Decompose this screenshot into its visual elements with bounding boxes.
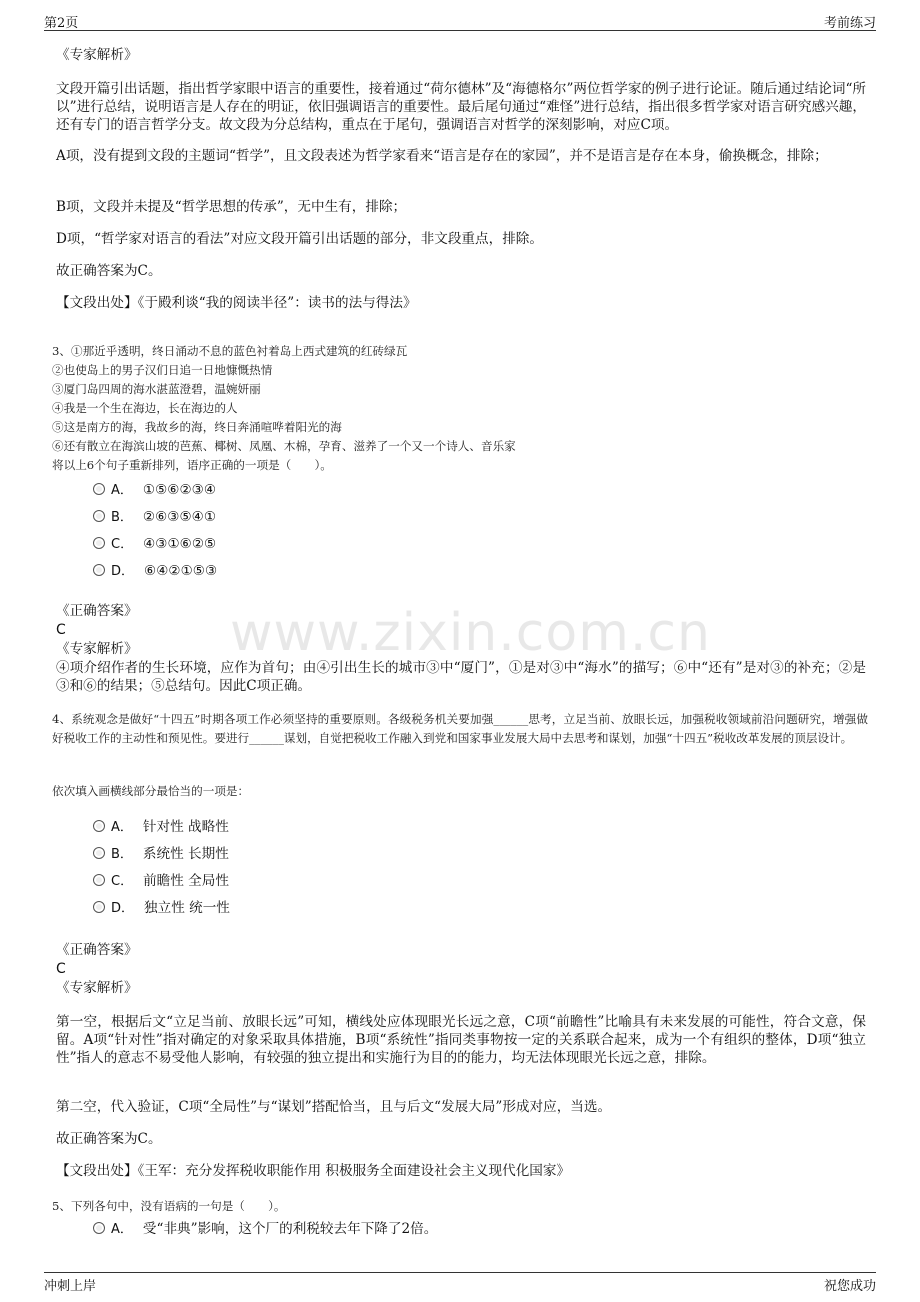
q3-option-c[interactable] xyxy=(93,535,216,554)
radio-icon[interactable] xyxy=(93,820,105,832)
footer-right: 祝您成功 xyxy=(823,1279,876,1294)
option-letter: A． xyxy=(111,1222,133,1237)
q4-option-d[interactable] xyxy=(93,899,230,918)
q5-option-a[interactable] xyxy=(93,1220,437,1239)
option-letter: B． xyxy=(111,847,133,862)
q2-analysis: 文段开篇引出话题，指出哲学家眼中语言的重要性，接着通过“荷尔德林”及“海德格尔”两位哲学家的例子进行论证。随后通过结论词“所以”进行总结，说明语言是人存在的明证，依旧强调语言的重要性。最后尾句通过“难怪”进行总结，指出很多哲学家对语言研究感兴趣，还有专门的语言哲学分支。故文段为分总结构，重点在于尾句，强调语言对哲学的深刻影响，对应C项。 xyxy=(56,81,866,133)
option-text: ②⑥③⑤④① xyxy=(142,509,217,525)
q4-prompt: 依次填入画横线部分最恰当的一项是： xyxy=(52,784,250,798)
q3-line: ③厦门岛四周的海水湛蓝澄碧，温婉妍丽 xyxy=(52,382,261,396)
q5-stem: 5、下列各句中，没有语病的一句是（ ）。 xyxy=(52,1199,286,1213)
option-text: 系统性 长期性 xyxy=(142,846,229,862)
q4-conclusion: 故正确答案为C。 xyxy=(56,1131,162,1147)
q2-source: 【文段出处】《于殿利谈“我的阅读半径”：读书的法与得法》 xyxy=(56,295,417,311)
q3-line: ⑥还有散立在海滨山坡的芭蕉、椰树、凤凰、木棉，孕育、滋养了一个又一个诗人、音乐家 xyxy=(52,439,516,453)
option-text: 独立性 统一性 xyxy=(144,900,230,916)
q4-option-a[interactable] xyxy=(93,818,229,837)
option-letter: A． xyxy=(111,483,133,498)
option-letter: C． xyxy=(111,537,134,552)
q4-correct-label: 《正确答案》 xyxy=(56,942,138,958)
q4-stem: 4、系统观念是做好“十四五”时期各项工作必须坚持的重要原则。各级税务机关要加强______思考，立足当前、放眼长远，加强税收领域前沿问题研究，增强做好税收工作的主动性和预见性。要进行______谋划，自觉把税收工作融入到党和国家事业发展大局中去思考和谋划，加强“十四五”税收改革发展的顶层设计。 xyxy=(52,712,868,745)
option-text: 针对性 战略性 xyxy=(142,819,229,835)
q3-line: ⑤这是南方的海，我故乡的海，终日奔涌喧哗着阳光的海 xyxy=(52,420,342,434)
option-letter: C． xyxy=(111,874,134,889)
option-letter: A． xyxy=(111,820,133,835)
q4-expert-label: 《专家解析》 xyxy=(56,980,138,996)
q3-line: ②也使岛上的男子汉们日追一日地慷慨热情 xyxy=(52,363,273,377)
q3-line: ④我是一个生在海边，长在海边的人 xyxy=(52,401,238,415)
option-letter: B． xyxy=(111,510,133,525)
radio-icon[interactable] xyxy=(93,901,105,913)
radio-icon[interactable] xyxy=(93,847,105,859)
radio-icon[interactable] xyxy=(93,483,105,495)
q4-answer: C xyxy=(56,961,66,977)
option-letter: D． xyxy=(111,901,135,916)
q2-option-b-explanation: B项，文段并未提及“哲学思想的传承”，无中生有，排除； xyxy=(56,199,407,215)
header-tag: 考前练习 xyxy=(823,16,876,31)
q3-option-b[interactable] xyxy=(93,508,216,527)
page-footer xyxy=(44,1272,876,1299)
q2-option-d-explanation: D项，“哲学家对语言的看法”对应文段开篇引出话题的部分，非文段重点，排除。 xyxy=(56,231,543,247)
option-text: ①⑤⑥②③④ xyxy=(142,482,217,498)
option-text: 前瞻性 全局性 xyxy=(143,873,229,889)
q2-expert-label: 《专家解析》 xyxy=(56,47,138,63)
q4-option-b[interactable] xyxy=(93,845,229,864)
radio-icon[interactable] xyxy=(93,564,105,576)
q4-source: 【文段出处】《王军：充分发挥税收职能作用 积极服务全面建设社会主义现代化国家》 xyxy=(56,1163,571,1179)
q3-option-d[interactable] xyxy=(93,562,217,581)
option-letter: D． xyxy=(111,564,135,579)
q2-conclusion: 故正确答案为C。 xyxy=(56,263,162,279)
radio-icon[interactable] xyxy=(93,874,105,886)
q3-answer: C xyxy=(56,622,66,638)
option-text: ⑥④②①⑤③ xyxy=(144,563,218,579)
radio-icon[interactable] xyxy=(93,537,105,549)
radio-icon[interactable] xyxy=(93,510,105,522)
q4-option-c[interactable] xyxy=(93,872,229,891)
footer-left: 冲刺上岸 xyxy=(44,1279,97,1294)
page-header xyxy=(44,0,876,31)
option-text: ④③①⑥②⑤ xyxy=(143,536,217,552)
q4-analysis-first-blank: 第一空，根据后文“立足当前、放眼长远”可知，横线处应体现眼光长远之意，C项“前瞻性”比喻具有未来发展的可能性，符合文意，保留。A项“针对性”指对确定的对象采取具体措施，B项“系统性”指同类事物按一定的关系联合起来，成为一个有组织的整体，D项“独立性”指人的意志不易受他人影响，有较强的独立提出和实施行为目的的能力，均无法体现眼光长远之意，排除。 xyxy=(56,1014,866,1066)
watermark: www.zixin.com.cn xyxy=(230,603,711,663)
q3-option-a[interactable] xyxy=(93,481,216,500)
q4-analysis-second-blank: 第二空，代入验证，C项“全局性”与“谋划”搭配恰当，且与后文“发展大局”形成对应，当选。 xyxy=(56,1099,612,1115)
option-text: 受“非典”影响，这个厂的利税较去年下降了2倍。 xyxy=(142,1221,438,1237)
q3-correct-label: 《正确答案》 xyxy=(56,603,138,619)
radio-icon[interactable] xyxy=(93,1222,105,1234)
q2-option-a-explanation: A项，没有提到文段的主题词“哲学”，且文段表述为哲学家看来“语言是存在的家园”，并不是语言是存在本身，偷换概念，排除； xyxy=(56,148,828,164)
q3-expert-label: 《专家解析》 xyxy=(56,641,138,657)
q3-prompt: 将以上6个句子重新排列，语序正确的一项是（ ）。 xyxy=(52,458,332,472)
page-number: 第2页 xyxy=(44,16,79,31)
q3-analysis: ④项介绍作者的生长环境，应作为首句；由④引出生长的城市③中“厦门”，①是对③中“海水”的描写；⑥中“还有”是对③的补充；②是③和⑥的结果；⑤总结句。因此C项正确。 xyxy=(56,660,866,694)
q3-line: 3、①那近乎透明，终日涌动不息的蓝色衬着岛上西式建筑的红砖绿瓦 xyxy=(52,344,408,358)
